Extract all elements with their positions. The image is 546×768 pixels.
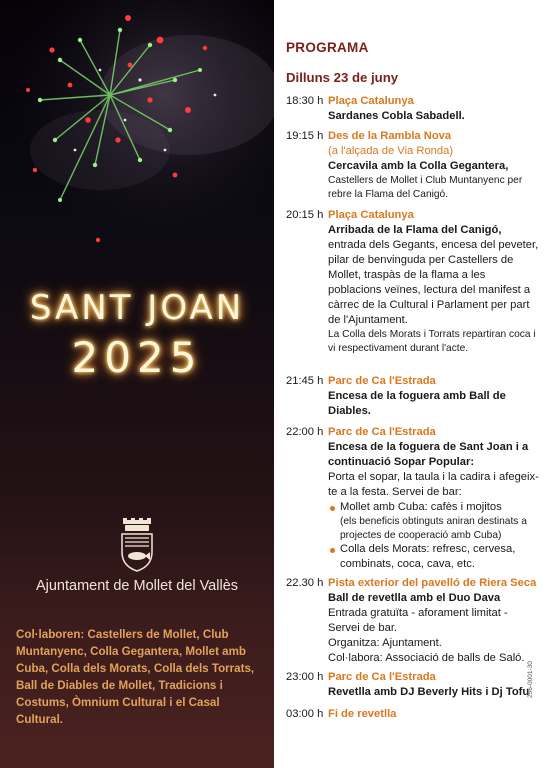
event-place: Des de la Rambla Nova: [328, 130, 452, 142]
event-place: Fi de revetlla: [328, 708, 397, 720]
event-title: Ball de revetlla amb el Duo Dava: [328, 592, 501, 604]
event-place: Parc de Ca l'Estrada: [328, 426, 436, 438]
event-title: Arribada de la Flama del Canigó,: [328, 224, 502, 236]
event-place: Plaça Catalunya: [328, 95, 414, 107]
event-note: La Colla dels Morats i Torrats repartiran coca i vi respectivament durant l'acte.: [328, 329, 536, 354]
poster-title-sant-joan: SANT JOAN: [29, 288, 245, 328]
bar-service-item: Colla dels Morats: refresc, cervesa, combinats, coca, cava, etc.: [328, 542, 540, 572]
event-time: 20:15 h: [286, 209, 324, 221]
poster-title-year: 2025: [71, 333, 203, 382]
collaborators-text: Col·laboren: Castellers de Mollet, Club Muntanyenc, Colla Gegantera, Mollet amb Cuba, Colla dels Morats, Colla dels Torrats, Ball de Diables de Mollet, Tradicions i Costums, Òmnium Cultural i el Casal Cultural.: [16, 628, 255, 726]
event-time: 03:00 h: [286, 708, 324, 720]
event-title: Cercavila amb la Colla Gegantera,: [328, 160, 509, 172]
event-place-detail: (a l'alçada de Via Ronda): [328, 145, 454, 157]
bar-service-item: [328, 500, 540, 542]
fireworks-image: [0, 0, 274, 270]
event-description: Entrada gratuïta - aforament limitat - Servei de bar.: [328, 607, 508, 634]
event-time: 22.30 h: [286, 577, 324, 589]
event-time: 18:30 h: [286, 95, 324, 107]
programme-heading: PROGRAMA: [286, 40, 369, 55]
event-collaborator: Col·labora: Associació de balls de Saló.: [328, 652, 525, 664]
event-place: Parc de Ca l'Estrada: [328, 375, 436, 387]
event-description: Castellers de Mollet i Club Muntanyenc per rebre la Flama del Canigó.: [328, 175, 523, 200]
event-title: Sardanes Cobla Sabadell.: [328, 110, 465, 122]
event-place: Pista exterior del pavelló de Riera Seca: [328, 577, 537, 589]
event-title: Encesa de la foguera amb Ball de Diables.: [328, 390, 506, 417]
programme-date: Dilluns 23 de juny: [286, 70, 399, 85]
event-place: Parc de Ca l'Estrada: [328, 671, 436, 683]
coat-of-arms-icon: [117, 518, 157, 572]
event-time: 19:15 h: [286, 130, 324, 142]
event-place: Plaça Catalunya: [328, 209, 414, 221]
event-time: 21:45 h: [286, 375, 324, 387]
event-time: 23:00 h: [286, 671, 324, 683]
bar-service-label: Mollet amb Cuba: cafès i mojitos: [340, 501, 502, 513]
town-council-name: Ajuntament de Mollet del Vallès: [35, 578, 239, 594]
event-title: Encesa de la foguera de Sant Joan i a continuació Sopar Popular:: [328, 441, 529, 468]
programme-column: [286, 0, 541, 768]
event-time: 22:00 h: [286, 426, 324, 438]
event-organizer: Organitza: Ajuntament.: [328, 637, 442, 649]
bar-service-note: (els beneficis obtinguts aniran destinats a projectes de cooperació amb Cuba): [340, 516, 527, 541]
event-description: Porta el sopar, la taula i la cadira i afegeix-te a la festa. Servei de bar:: [328, 471, 539, 498]
print-code: 256-0001-30: [527, 661, 534, 698]
event-title: Revetlla amb DJ Beverly Hits i Dj Tofu: [328, 686, 530, 698]
event-description: entrada dels Gegants, encesa del peveter, pilar de benvinguda per Castellers de Mollet, traspàs de la flama a les poblacions veïnes, lectura del manifest a càrrec de la Cultural i Parlament per part de l'Ajuntament.: [328, 239, 539, 326]
